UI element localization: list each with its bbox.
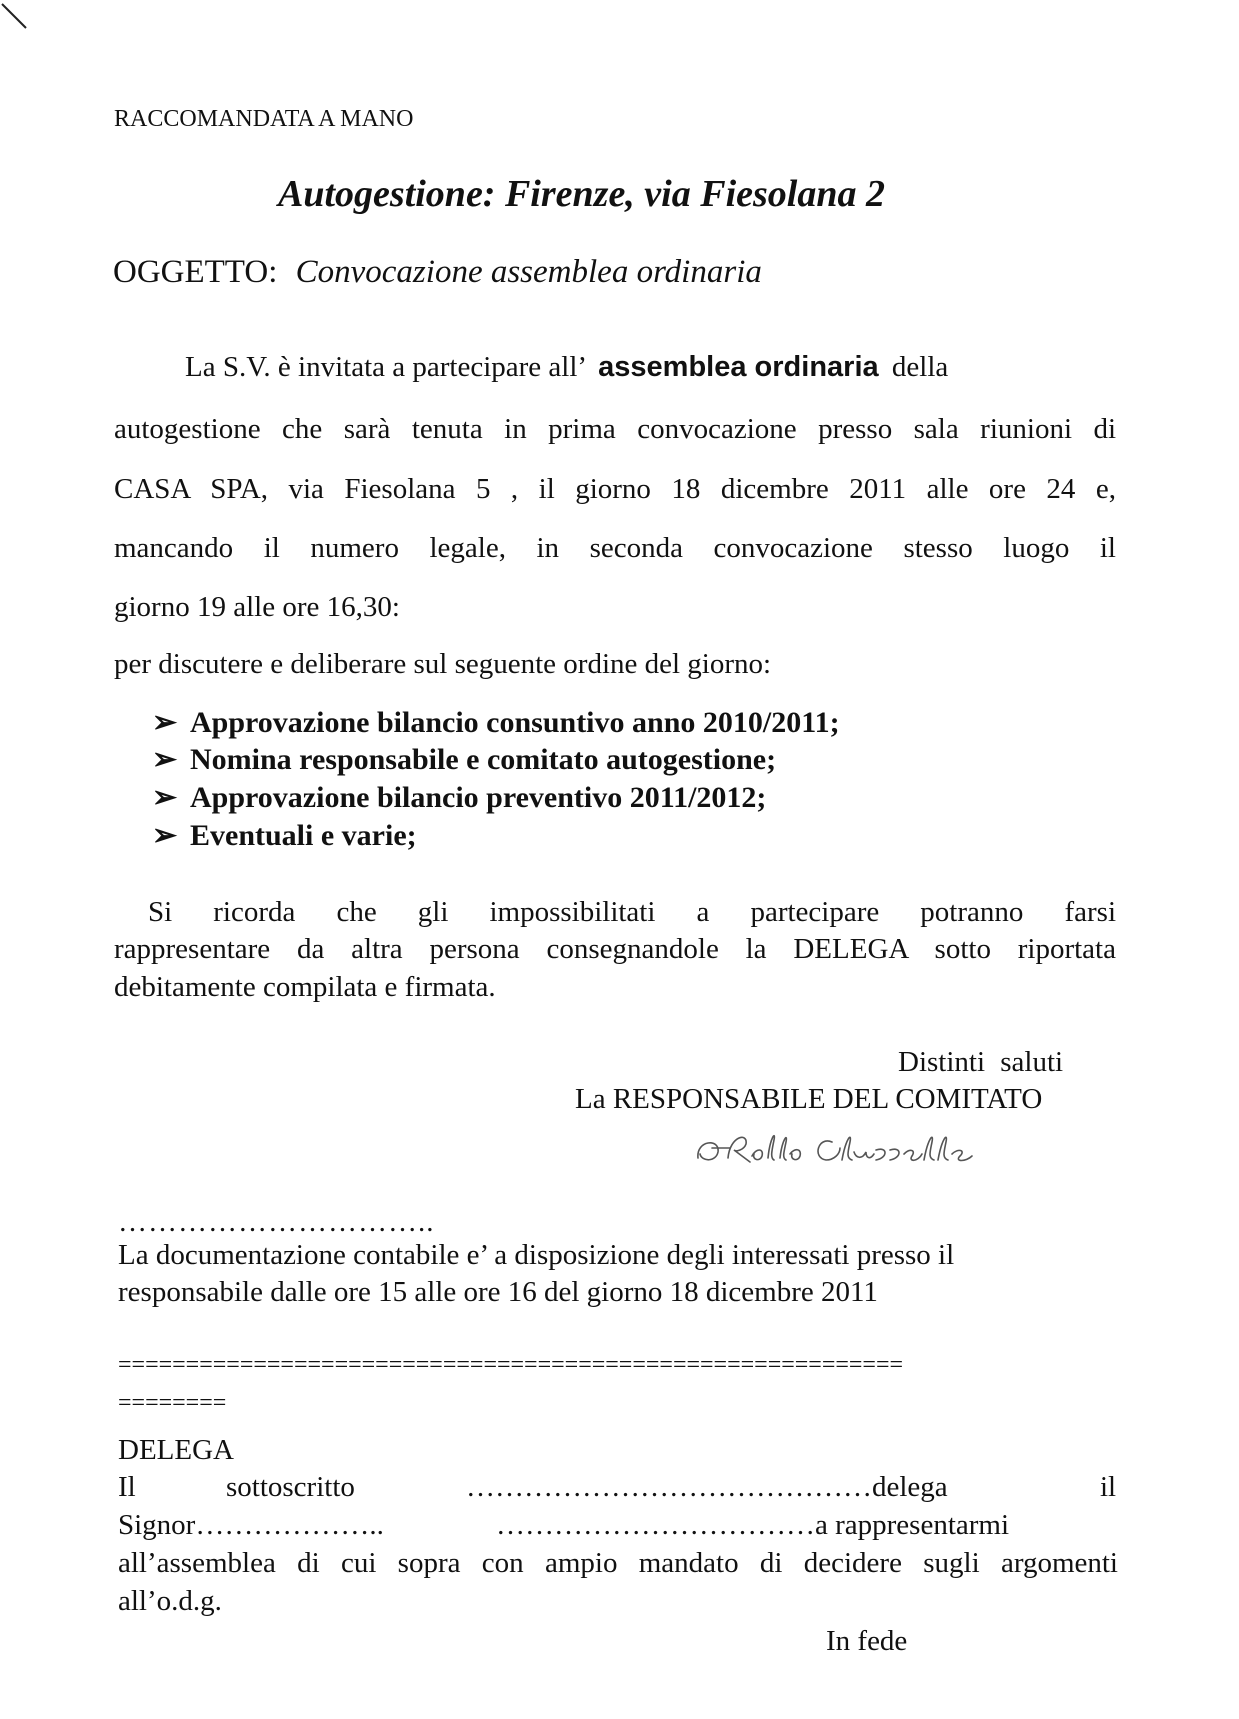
agenda-item-text: Approvazione bilancio consuntivo anno 2010/2011; <box>190 706 840 739</box>
body-line-4: mancando il numero legale, in seconda convocazione stesso luogo il <box>114 532 1116 564</box>
arrow-bullet-icon: ➢ <box>152 706 178 739</box>
arrow-bullet-icon: ➢ <box>152 743 178 776</box>
delega-il-2: il <box>1100 1471 1117 1503</box>
body-line-1-start: La S.V. è invitata a partecipare all’ <box>185 351 585 383</box>
delega-sottoscritto: sottoscritto <box>226 1471 355 1503</box>
delega-line-3: all’assemblea di cui sopra con ampio mandato di decidere sugli argomenti <box>118 1547 1118 1579</box>
agenda-item-text: Eventuali e varie; <box>190 819 417 852</box>
delega-signor: Signor……………….. <box>118 1509 384 1541</box>
note-line-2: responsabile dalle ore 15 alle ore 16 del giorno 18 dicembre 2011 <box>118 1276 878 1308</box>
delega-title: DELEGA <box>118 1434 234 1466</box>
agenda-item-text: Approvazione bilancio preventivo 2011/2012; <box>190 781 767 814</box>
reminder-line-3: debitamente compilata e firmata. <box>114 971 496 1003</box>
separator-line-2: ======== <box>118 1390 227 1416</box>
agenda-item <box>152 705 840 740</box>
bold-assemblea-ordinaria: assemblea ordinaria <box>598 351 879 383</box>
delivery-note: RACCOMANDATA A MANO <box>114 106 414 132</box>
subject-label: OGGETTO: <box>113 254 278 290</box>
body-line-1-end: della <box>891 351 949 383</box>
separator-line-1: ========================================================== <box>118 1352 904 1378</box>
body-line-3: CASA SPA, via Fiesolana 5 , il giorno 18 dicembre 2011 alle ore 24 e, <box>114 473 1116 505</box>
dotted-line: ………………………….. <box>118 1206 435 1238</box>
agenda-item-text: Nomina responsabile e comitato autogestione; <box>190 743 777 776</box>
agenda-item <box>152 780 766 815</box>
body-line-1 <box>185 350 948 384</box>
delega-line-4: all’o.d.g. <box>118 1585 222 1617</box>
agenda-item <box>152 818 417 853</box>
note-line-1: La documentazione contabile e’ a disposizione degli interessati presso il <box>118 1239 955 1271</box>
corner-scan-mark <box>0 0 40 40</box>
body-line-5: giorno 19 alle ore 16,30: <box>114 591 400 623</box>
reminder-line-1: Si ricorda che gli impossibilitati a partecipare potranno farsi <box>148 896 1116 928</box>
arrow-bullet-icon: ➢ <box>152 819 178 852</box>
in-fede: In fede <box>826 1625 908 1657</box>
subject-text: Convocazione assemblea ordinaria <box>295 254 762 290</box>
document-title: Autogestione: Firenze, via Fiesolana 2 <box>278 173 885 215</box>
reminder-line-2: rappresentare da altra persona consegnandole la DELEGA sotto riportata <box>114 933 1116 965</box>
agenda-item <box>152 742 776 777</box>
closing-signatory: La RESPONSABILE DEL COMITATO <box>575 1083 1043 1115</box>
body-line-6: per discutere e deliberare sul seguente ordine del giorno: <box>114 648 772 680</box>
body-line-2: autogestione che sarà tenuta in prima convocazione presso sala riunioni di <box>114 413 1116 445</box>
arrow-bullet-icon: ➢ <box>152 781 178 814</box>
handwritten-signature <box>690 1118 980 1174</box>
delega-name-blank: ……………………………………delega <box>466 1471 948 1503</box>
closing-greeting: Distinti saluti <box>898 1046 1064 1078</box>
subject-line <box>113 254 762 291</box>
delega-rappresentarmi: ……………………………a rappresentarmi <box>496 1509 1010 1541</box>
delega-il: Il <box>118 1471 136 1503</box>
